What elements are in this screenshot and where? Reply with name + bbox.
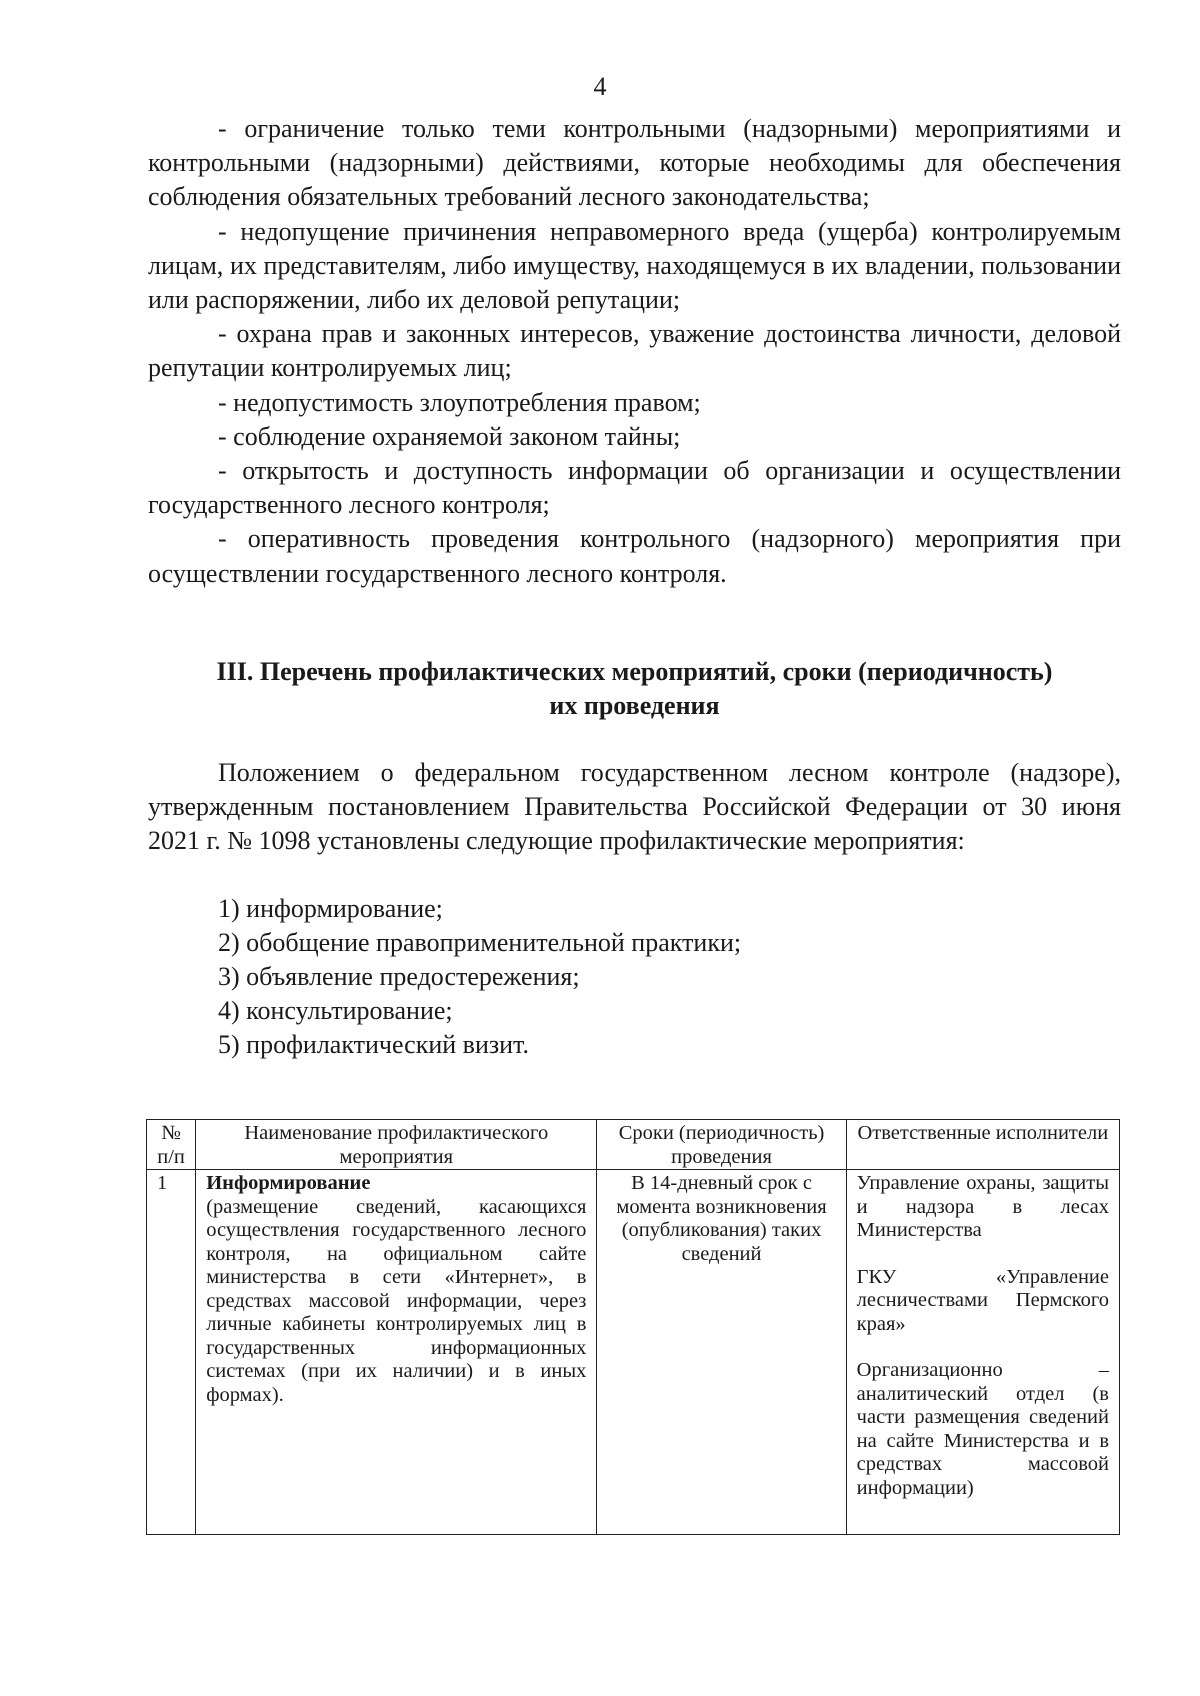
section-title <box>148 655 1121 723</box>
table-row <box>147 1170 1120 1535</box>
paragraph: - недопустимость злоупотребления правом; <box>218 387 701 417</box>
header-responsible: Ответственные исполнители <box>846 1120 1119 1170</box>
measures-list <box>218 892 741 1062</box>
responsible-cell <box>846 1170 1119 1535</box>
table-header-row <box>147 1120 1120 1170</box>
section-title-line: III. Перечень профилактических мероприятий, сроки (периодичность) <box>216 657 1053 686</box>
responsible-entry: Управление охраны, защиты и надзора в лесах Министерства <box>856 1172 1109 1241</box>
intro-paragraph-container <box>148 756 1121 858</box>
responsible-entry: Организационно – аналитический отдел (в части размещения сведений на сайте Министерства и в средствах массовой информации) <box>856 1359 1109 1499</box>
page-number: 4 <box>593 72 607 101</box>
row-number: 1 <box>147 1170 196 1535</box>
measure-description: (размещение сведений, касающихся осуществления государственного лесного контроля, на официальном сайте министерства в сети «Интернет», в средствах массовой информации, через личные кабинеты контролируемых лиц в государственных информационных системах (при их наличии) и в иных формах). <box>206 1195 587 1406</box>
paragraph: - ограничение только теми контрольными (надзорными) мероприятиями и контрольными (надзорными) действиями, которые необходимы для обеспечения соблюдения обязательных требований лесного законодательства; <box>148 114 1121 212</box>
paragraph: - охрана прав и законных интересов, уважение достоинства личности, деловой репутации контролируемых лиц; <box>148 319 1121 383</box>
principles-list <box>148 112 1121 591</box>
paragraph: - открытость и доступность информации об организации и осуществлении государственного лесного контроля; <box>148 456 1121 520</box>
paragraph: - недопущение причинения неправомерного вреда (ущерба) контролируемым лицам, их представителям, либо имуществу, находящемуся в их владении, пользовании или распоряжении, либо их деловой репутации; <box>148 216 1121 315</box>
section-title-line: их проведения <box>549 691 720 720</box>
header-measure-name: Наименование профилактического мероприятия <box>196 1120 597 1170</box>
header-terms: Сроки (периодичность) проведения <box>597 1120 846 1170</box>
measure-title: Информирование <box>206 1172 371 1194</box>
intro-paragraph: Положением о федеральном государственном лесном контроле (надзоре), утвержденным постановлением Правительства Российской Федерации от 30 июня 2021 г. № 1098 установлены следующие профилактические мероприятия: <box>148 758 1121 855</box>
terms-cell: В 14-дневный срок с момента возникновения (опубликования) таких сведений <box>597 1170 846 1535</box>
measure-cell <box>196 1170 597 1535</box>
responsible-entry: ГКУ «Управление лесничествами Пермского края» <box>856 1265 1109 1335</box>
paragraph: - соблюдение охраняемой законом тайны; <box>218 421 681 451</box>
list-item: 2) обобщение правоприменительной практики; <box>218 928 742 957</box>
paragraph: - оперативность проведения контрольного (надзорного) мероприятия при осуществлении государственного лесного контроля. <box>148 524 1121 588</box>
header-number: № п/п <box>147 1120 196 1170</box>
measures-table <box>146 1119 1120 1535</box>
list-item: 5) профилактический визит. <box>218 1030 529 1059</box>
list-item: 1) информирование; <box>218 894 443 923</box>
list-item: 3) объявление предостережения; <box>218 962 580 991</box>
list-item: 4) консультирование; <box>218 996 453 1025</box>
